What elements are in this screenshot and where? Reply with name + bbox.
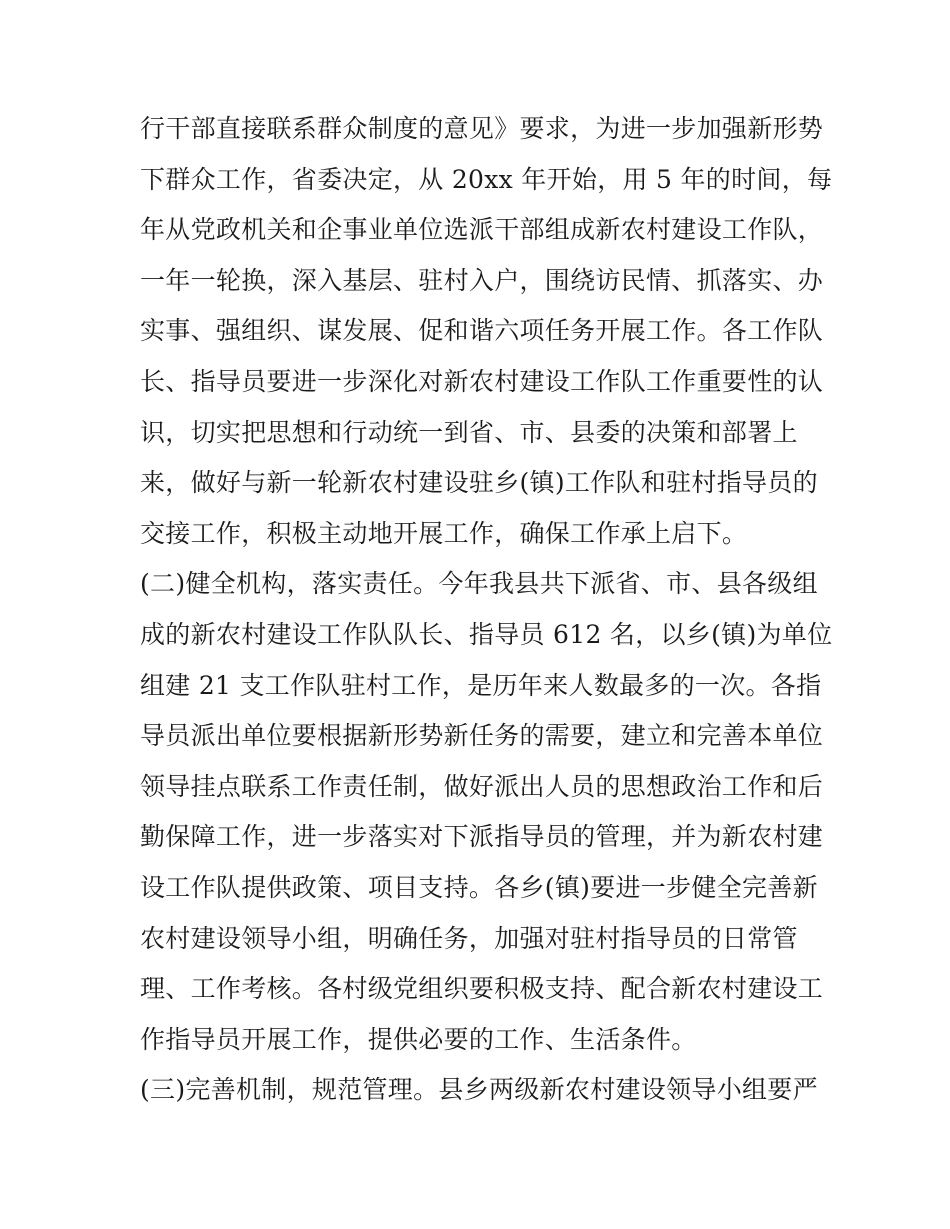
text-line: 勤保障工作，进一步落实对下派指导员的管理，并为新农村建 <box>140 822 824 852</box>
text-line: 来，做好与新一轮新农村建设驻乡(镇)工作队和驻村指导员的 <box>140 468 818 498</box>
text-line: 交接工作，积极主动地开展工作，确保工作承上启下。 <box>140 518 748 548</box>
text-line: 识，切实把思想和行动统一到省、市、县委的决策和部署上 <box>140 417 798 447</box>
section-heading-line: (三)完善机制，规范管理。县乡两级新农村建设领导小组要严 <box>140 1075 818 1105</box>
text-line: 下群众工作，省委决定，从 20xx 年开始，用 5 年的时间，每 <box>140 164 833 194</box>
text-line: 成的新农村建设工作队队长、指导员 612 名，以乡(镇)为单位 <box>140 619 833 649</box>
text-line: 一年一轮换，深入基层、驻村入户，围绕访民情、抓落实、办 <box>140 265 824 295</box>
text-line: 领导挂点联系工作责任制，做好派出人员的思想政治工作和后 <box>140 771 824 801</box>
text-line: 作指导员开展工作，提供必要的工作、生活条件。 <box>140 1024 697 1054</box>
body-text <box>140 104 833 1116</box>
text-line: 长、指导员要进一步深化对新农村建设工作队工作重要性的认 <box>140 366 824 396</box>
text-line: 组建 21 支工作队驻村工作，是历年来人数最多的一次。各指 <box>140 670 822 700</box>
text-line: 设工作队提供政策、项目支持。各乡(镇)要进一步健全完善新 <box>140 872 818 902</box>
text-line: 行干部直接联系群众制度的意见》要求，为进一步加强新形势 <box>140 114 824 143</box>
text-line: 年从党政机关和企事业单位选派干部组成新农村建设工作队， <box>140 215 824 245</box>
section-heading-line: (二)健全机构，落实责任。今年我县共下派省、市、县各级组 <box>140 569 818 599</box>
text-line: 导员派出单位要根据新形势新任务的需要，建立和完善本单位 <box>140 721 824 751</box>
text-line: 实事、强组织、谋发展、促和谐六项任务开展工作。各工作队 <box>140 316 824 346</box>
text-line: 农村建设领导小组，明确任务，加强对驻村指导员的日常管 <box>140 923 798 953</box>
text-line: 理、工作考核。各村级党组织要积极支持、配合新农村建设工 <box>140 974 824 1004</box>
